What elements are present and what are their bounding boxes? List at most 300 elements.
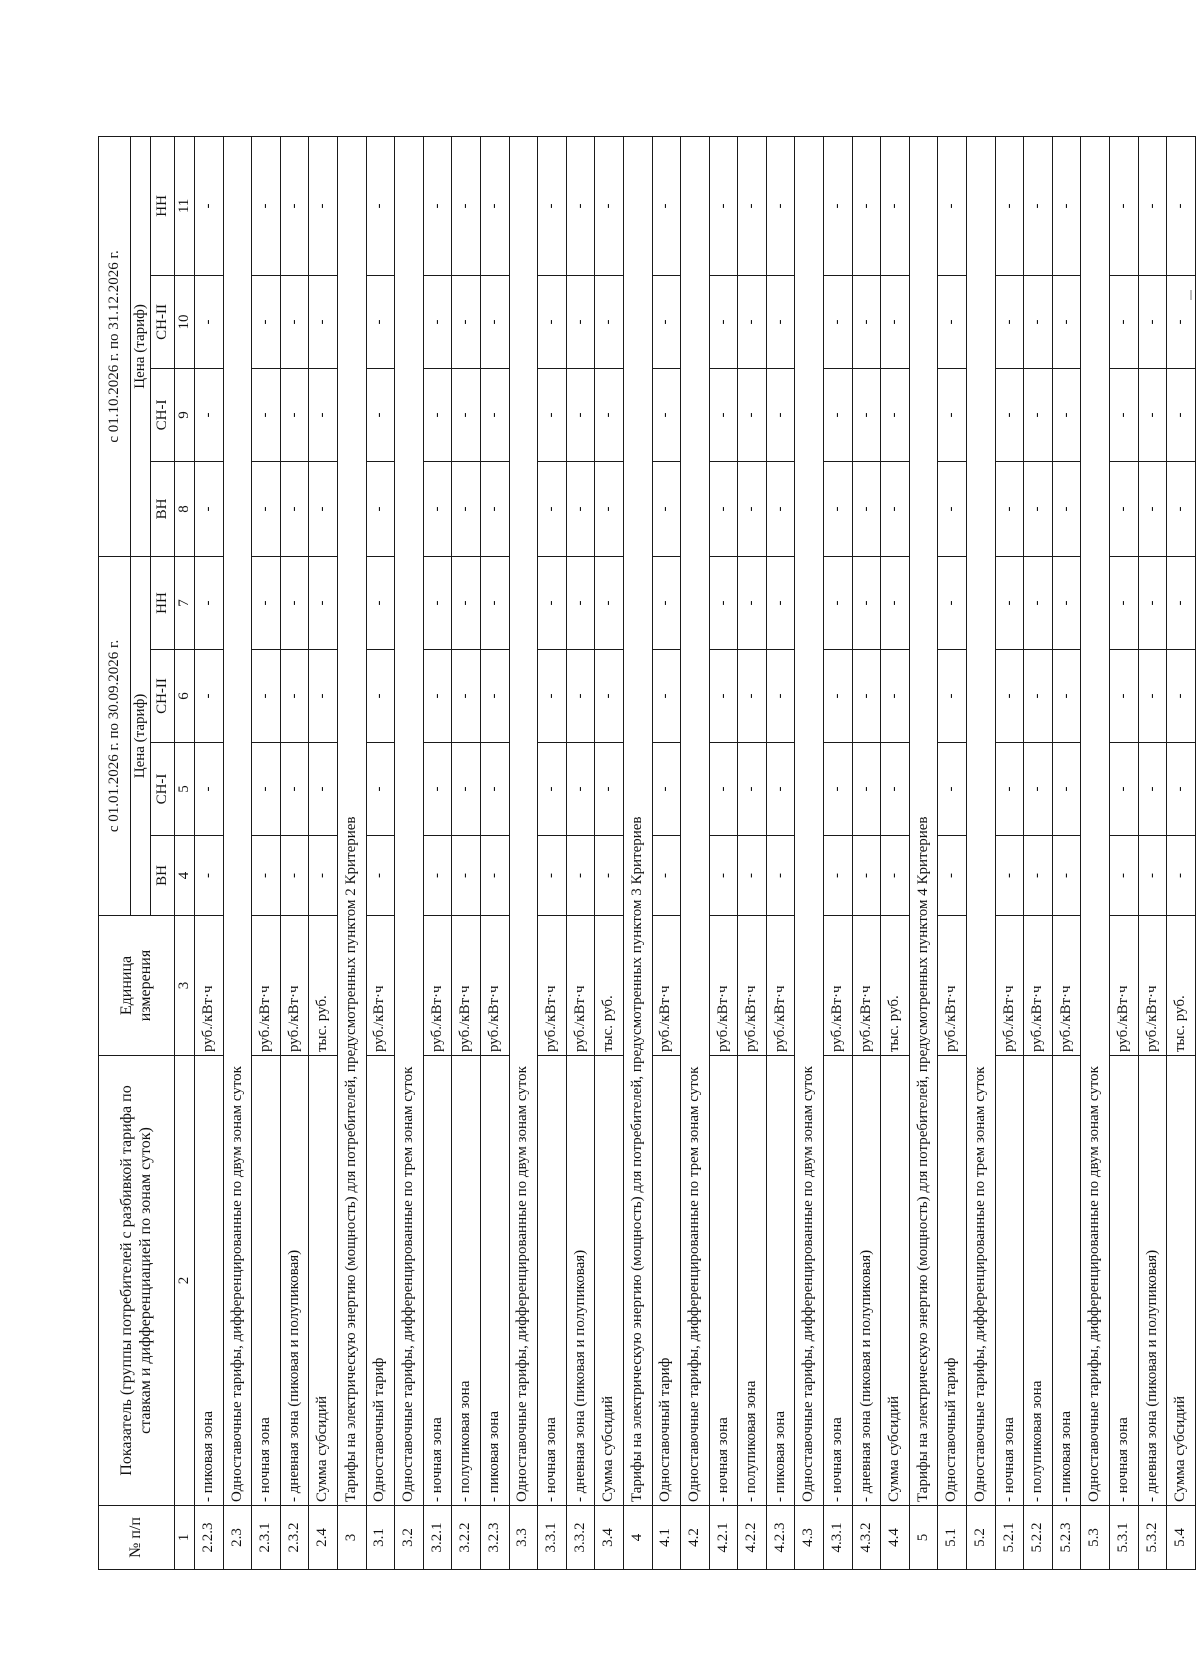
row-number: 2.3 [223, 1506, 252, 1570]
value-cell: - [309, 650, 338, 743]
value-cell: - [995, 275, 1024, 368]
value-cell: - [538, 743, 567, 836]
table-row [938, 136, 967, 1569]
value-cell: - [366, 556, 395, 649]
value-cell: - [824, 650, 853, 743]
table-row [195, 136, 224, 1569]
value-cell: - [252, 136, 281, 275]
value-cell: - [252, 275, 281, 368]
table-row [738, 136, 767, 1569]
header-price-2: Цена (тариф) [131, 136, 151, 556]
value-cell: - [938, 275, 967, 368]
value-cell: - [738, 136, 767, 275]
value-cell: - [1110, 556, 1139, 649]
value-cell: - [595, 461, 624, 556]
value-cell: - [995, 368, 1024, 461]
unit-cell: руб./кВт·ч [938, 916, 967, 1056]
header-num: № п/п [99, 1506, 175, 1570]
value-cell: - [1024, 275, 1053, 368]
unit-cell: руб./кВт·ч [1110, 916, 1139, 1056]
value-cell: - [1024, 461, 1053, 556]
value-cell: - [938, 836, 967, 916]
section-title: Одноставочные тарифы, дифференцированные по трем зонам суток [967, 136, 996, 1505]
value-cell: - [652, 136, 681, 275]
table-row [1167, 136, 1196, 1569]
table-row [766, 136, 795, 1569]
table-row [423, 136, 452, 1569]
value-cell: - [452, 743, 481, 836]
row-number: 2.3.1 [252, 1506, 281, 1570]
table-row [366, 136, 395, 1569]
row-number: 4.1 [652, 1506, 681, 1570]
value-cell: - [566, 368, 595, 461]
value-cell: - [938, 136, 967, 275]
indicator-name: Сумма субсидий [309, 1056, 338, 1506]
value-cell: - [252, 743, 281, 836]
table-row [566, 136, 595, 1569]
section-row [1081, 136, 1110, 1569]
table-row [995, 136, 1024, 1569]
section-row [509, 136, 538, 1569]
value-cell: - [452, 556, 481, 649]
row-number: 5.2.2 [1024, 1506, 1053, 1570]
value-cell: - [1110, 743, 1139, 836]
unit-cell: руб./кВт·ч [766, 916, 795, 1056]
value-cell: - [709, 275, 738, 368]
value-cell: - [1052, 368, 1081, 461]
value-cell: - [881, 743, 910, 836]
value-cell: - [824, 461, 853, 556]
row-number: 5.2 [967, 1506, 996, 1570]
unit-cell: руб./кВт·ч [852, 916, 881, 1056]
indicator-name: - дневная зона (пиковая и полупиковая) [852, 1056, 881, 1506]
value-cell: - [1167, 275, 1196, 368]
section-title: Одноставочные тарифы, дифференцированные по двум зонам суток [795, 136, 824, 1505]
row-number: 5.2.1 [995, 1506, 1024, 1570]
unit-cell: руб./кВт·ч [738, 916, 767, 1056]
value-cell: - [766, 836, 795, 916]
colnum-11: 11 [175, 136, 195, 275]
row-number: 4.3.1 [824, 1506, 853, 1570]
value-cell: - [852, 556, 881, 649]
value-cell: - [423, 461, 452, 556]
value-cell: - [709, 368, 738, 461]
value-cell: - [595, 836, 624, 916]
section-title: Одноставочные тарифы, дифференцированные по двум зонам суток [509, 136, 538, 1505]
value-cell: - [195, 275, 224, 368]
colnum-8: 8 [175, 461, 195, 556]
colnum-10: 10 [175, 275, 195, 368]
value-cell: - [995, 743, 1024, 836]
value-cell: - [452, 368, 481, 461]
value-cell: - [652, 650, 681, 743]
value-cell: - [452, 836, 481, 916]
table-row [595, 136, 624, 1569]
value-cell: - [738, 556, 767, 649]
value-cell: - [766, 650, 795, 743]
value-cell: - [309, 275, 338, 368]
header-level-nn-2: НН [151, 136, 175, 275]
value-cell: - [1052, 136, 1081, 275]
indicator-name: - ночная зона [709, 1056, 738, 1506]
value-cell: - [538, 368, 567, 461]
tariff-table [98, 136, 1196, 1570]
indicator-name: Сумма субсидий [1167, 1056, 1196, 1506]
value-cell: - [766, 136, 795, 275]
value-cell: - [423, 136, 452, 275]
value-cell: - [852, 461, 881, 556]
unit-cell: руб./кВт·ч [709, 916, 738, 1056]
section-row [681, 136, 710, 1569]
value-cell: - [738, 275, 767, 368]
value-cell: - [938, 650, 967, 743]
value-cell: - [280, 836, 309, 916]
header-level-sn1-1: СН-I [151, 743, 175, 836]
value-cell: - [766, 461, 795, 556]
unit-cell: руб./кВт·ч [824, 916, 853, 1056]
indicator-name: - ночная зона [1110, 1056, 1139, 1506]
value-cell: - [652, 743, 681, 836]
value-cell: - [1167, 368, 1196, 461]
value-cell: - [852, 275, 881, 368]
value-cell: - [480, 556, 509, 649]
value-cell: - [1167, 836, 1196, 916]
row-number: 3.2.2 [452, 1506, 481, 1570]
table-body [99, 136, 1196, 1569]
section-title: Тарифы на электрическую энергию (мощность) для потребителей, предусмотренных пунктом 2 Критериев [337, 136, 366, 1505]
value-cell: - [452, 275, 481, 368]
value-cell: - [309, 368, 338, 461]
unit-cell: руб./кВт·ч [566, 916, 595, 1056]
row-number: 4.2.3 [766, 1506, 795, 1570]
value-cell: - [538, 650, 567, 743]
table-row [480, 136, 509, 1569]
row-number: 4.3.2 [852, 1506, 881, 1570]
value-cell: - [280, 275, 309, 368]
table-row [709, 136, 738, 1569]
scan-speck [1190, 290, 1192, 300]
value-cell: - [738, 368, 767, 461]
table-row [309, 136, 338, 1569]
value-cell: - [252, 368, 281, 461]
value-cell: - [652, 556, 681, 649]
value-cell: - [366, 461, 395, 556]
value-cell: - [366, 368, 395, 461]
value-cell: - [738, 650, 767, 743]
value-cell: - [1167, 743, 1196, 836]
indicator-name: Одноставочный тариф [938, 1056, 967, 1506]
value-cell: - [1110, 650, 1139, 743]
value-cell: - [1110, 368, 1139, 461]
value-cell: - [280, 556, 309, 649]
value-cell: - [881, 461, 910, 556]
row-number: 2.2.3 [195, 1506, 224, 1570]
value-cell: - [709, 650, 738, 743]
table-row [1138, 136, 1167, 1569]
unit-cell: тыс. руб. [309, 916, 338, 1056]
indicator-name: Одноставочный тариф [366, 1056, 395, 1506]
value-cell: - [423, 275, 452, 368]
value-cell: - [938, 461, 967, 556]
colnum-5: 5 [175, 743, 195, 836]
value-cell: - [309, 743, 338, 836]
value-cell: - [566, 461, 595, 556]
unit-cell: тыс. руб. [1167, 916, 1196, 1056]
value-cell: - [652, 368, 681, 461]
table-row [824, 136, 853, 1569]
value-cell: - [452, 136, 481, 275]
row-number: 3.4 [595, 1506, 624, 1570]
row-number: 4.3 [795, 1506, 824, 1570]
row-number: 2.4 [309, 1506, 338, 1570]
value-cell: - [480, 650, 509, 743]
value-cell: - [995, 136, 1024, 275]
value-cell: - [852, 743, 881, 836]
table-row [538, 136, 567, 1569]
value-cell: - [566, 136, 595, 275]
value-cell: - [252, 461, 281, 556]
unit-cell: руб./кВт·ч [195, 916, 224, 1056]
unit-cell: тыс. руб. [881, 916, 910, 1056]
value-cell: - [423, 836, 452, 916]
rotated-table-wrapper [98, 137, 1189, 1570]
value-cell: - [538, 836, 567, 916]
table-row [1052, 136, 1081, 1569]
value-cell: - [280, 368, 309, 461]
value-cell: - [652, 461, 681, 556]
table-row [852, 136, 881, 1569]
value-cell: - [195, 136, 224, 275]
value-cell: - [1110, 275, 1139, 368]
value-cell: - [252, 836, 281, 916]
value-cell: - [881, 556, 910, 649]
value-cell: - [995, 461, 1024, 556]
section-title: Тарифы на электрическую энергию (мощность) для потребителей, предусмотренных пунктом 3 Критериев [623, 136, 652, 1505]
value-cell: - [452, 650, 481, 743]
value-cell: - [1110, 836, 1139, 916]
table-row [280, 136, 309, 1569]
value-cell: - [309, 136, 338, 275]
value-cell: - [1052, 275, 1081, 368]
header-level-sn1-2: СН-I [151, 368, 175, 461]
section-row [223, 136, 252, 1569]
unit-cell: руб./кВт·ч [652, 916, 681, 1056]
value-cell: - [480, 836, 509, 916]
header-level-vn-1: ВН [151, 836, 175, 916]
unit-cell: руб./кВт·ч [538, 916, 567, 1056]
value-cell: - [709, 743, 738, 836]
row-number: 5.2.3 [1052, 1506, 1081, 1570]
value-cell: - [709, 461, 738, 556]
value-cell: - [938, 368, 967, 461]
value-cell: - [595, 743, 624, 836]
row-number: 5.3.2 [1138, 1506, 1167, 1570]
value-cell: - [566, 556, 595, 649]
value-cell: - [366, 275, 395, 368]
section-title: Тарифы на электрическую энергию (мощность) для потребителей, предусмотренных пунктом 4 Критериев [909, 136, 938, 1505]
value-cell: - [709, 136, 738, 275]
value-cell: - [423, 650, 452, 743]
value-cell: - [881, 368, 910, 461]
row-number: 3.3.2 [566, 1506, 595, 1570]
value-cell: - [1138, 556, 1167, 649]
value-cell: - [566, 275, 595, 368]
indicator-name: Сумма субсидий [881, 1056, 910, 1506]
indicator-name: Одноставочный тариф [652, 1056, 681, 1506]
header-row-colnums [175, 136, 195, 1569]
value-cell: - [1052, 743, 1081, 836]
value-cell: - [1052, 836, 1081, 916]
colnum-9: 9 [175, 368, 195, 461]
row-number: 4.2.1 [709, 1506, 738, 1570]
value-cell: - [1138, 368, 1167, 461]
indicator-name: - дневная зона (пиковая и полупиковая) [566, 1056, 595, 1506]
value-cell: - [709, 836, 738, 916]
row-number: 3.2.3 [480, 1506, 509, 1570]
value-cell: - [938, 556, 967, 649]
unit-cell: руб./кВт·ч [1052, 916, 1081, 1056]
value-cell: - [423, 368, 452, 461]
indicator-name: - ночная зона [824, 1056, 853, 1506]
value-cell: - [366, 136, 395, 275]
value-cell: - [881, 650, 910, 743]
value-cell: - [595, 136, 624, 275]
row-number: 3.3 [509, 1506, 538, 1570]
colnum-1: 1 [175, 1506, 195, 1570]
indicator-name: - пиковая зона [766, 1056, 795, 1506]
value-cell: - [824, 743, 853, 836]
row-number: 2.3.2 [280, 1506, 309, 1570]
value-cell: - [1024, 136, 1053, 275]
unit-cell: руб./кВт·ч [280, 916, 309, 1056]
row-number: 4.2 [681, 1506, 710, 1570]
table-row [452, 136, 481, 1569]
indicator-name: - полупиковая зона [738, 1056, 767, 1506]
section-title: Одноставочные тарифы, дифференцированные по двум зонам суток [223, 136, 252, 1505]
value-cell: - [852, 136, 881, 275]
value-cell: - [1167, 556, 1196, 649]
indicator-name: - пиковая зона [480, 1056, 509, 1506]
value-cell: - [766, 275, 795, 368]
value-cell: - [366, 836, 395, 916]
value-cell: - [1138, 136, 1167, 275]
row-number: 5 [909, 1506, 938, 1570]
value-cell: - [766, 556, 795, 649]
value-cell: - [566, 650, 595, 743]
indicator-name: - ночная зона [995, 1056, 1024, 1506]
indicator-name: - ночная зона [538, 1056, 567, 1506]
unit-cell: тыс. руб. [595, 916, 624, 1056]
value-cell: - [480, 743, 509, 836]
indicator-name: - дневная зона (пиковая и полупиковая) [1138, 1056, 1167, 1506]
unit-cell: руб./кВт·ч [995, 916, 1024, 1056]
row-number: 3 [337, 1506, 366, 1570]
value-cell: - [280, 650, 309, 743]
row-number: 5.3 [1081, 1506, 1110, 1570]
value-cell: - [738, 743, 767, 836]
section-row [623, 136, 652, 1569]
value-cell: - [280, 136, 309, 275]
unit-cell: руб./кВт·ч [452, 916, 481, 1056]
row-number: 4.4 [881, 1506, 910, 1570]
value-cell: - [1052, 461, 1081, 556]
indicator-name: - пиковая зона [1052, 1056, 1081, 1506]
header-level-sn2-1: СН-II [151, 650, 175, 743]
value-cell: - [881, 136, 910, 275]
value-cell: - [195, 368, 224, 461]
value-cell: - [366, 743, 395, 836]
value-cell: - [538, 461, 567, 556]
colnum-6: 6 [175, 650, 195, 743]
indicator-name: - пиковая зона [195, 1056, 224, 1506]
value-cell: - [824, 368, 853, 461]
indicator-name: Сумма субсидий [595, 1056, 624, 1506]
value-cell: - [1110, 136, 1139, 275]
value-cell: - [995, 650, 1024, 743]
table-row [1024, 136, 1053, 1569]
value-cell: - [595, 368, 624, 461]
table-row [881, 136, 910, 1569]
value-cell: - [881, 275, 910, 368]
value-cell: - [824, 836, 853, 916]
value-cell: - [480, 136, 509, 275]
value-cell: - [938, 743, 967, 836]
table-row [252, 136, 281, 1569]
value-cell: - [538, 556, 567, 649]
value-cell: - [566, 836, 595, 916]
section-row [795, 136, 824, 1569]
colnum-4: 4 [175, 836, 195, 916]
value-cell: - [709, 556, 738, 649]
value-cell: - [566, 743, 595, 836]
colnum-7: 7 [175, 556, 195, 649]
header-indicator: Показатель (группы потребителей с разбивкой тарифа по ставкам и дифференциацией по зонам суток) [99, 1056, 175, 1506]
indicator-name: - дневная зона (пиковая и полупиковая) [280, 1056, 309, 1506]
unit-cell: руб./кВт·ч [252, 916, 281, 1056]
value-cell: - [995, 836, 1024, 916]
value-cell: - [538, 136, 567, 275]
value-cell: - [1024, 368, 1053, 461]
header-period-2: с 01.10.2026 г. по 31.12.2026 г. [99, 136, 131, 556]
header-row-periods [99, 136, 131, 1569]
row-number: 5.4 [1167, 1506, 1196, 1570]
row-number: 4 [623, 1506, 652, 1570]
value-cell: - [480, 368, 509, 461]
value-cell: - [881, 836, 910, 916]
value-cell: - [1052, 556, 1081, 649]
value-cell: - [252, 556, 281, 649]
unit-cell: руб./кВт·ч [480, 916, 509, 1056]
value-cell: - [1110, 461, 1139, 556]
value-cell: - [195, 461, 224, 556]
value-cell: - [195, 743, 224, 836]
header-unit: Единица измерения [99, 916, 175, 1056]
unit-cell: руб./кВт·ч [1138, 916, 1167, 1056]
value-cell: - [652, 275, 681, 368]
indicator-name: - ночная зона [252, 1056, 281, 1506]
value-cell: - [1024, 556, 1053, 649]
value-cell: - [423, 743, 452, 836]
value-cell: - [852, 836, 881, 916]
section-title: Одноставочные тарифы, дифференцированные по двум зонам суток [1081, 136, 1110, 1505]
value-cell: - [1167, 650, 1196, 743]
value-cell: - [595, 650, 624, 743]
unit-cell: руб./кВт·ч [423, 916, 452, 1056]
indicator-name: - полупиковая зона [452, 1056, 481, 1506]
table-row [652, 136, 681, 1569]
value-cell: - [1167, 461, 1196, 556]
row-number: 4.2.2 [738, 1506, 767, 1570]
